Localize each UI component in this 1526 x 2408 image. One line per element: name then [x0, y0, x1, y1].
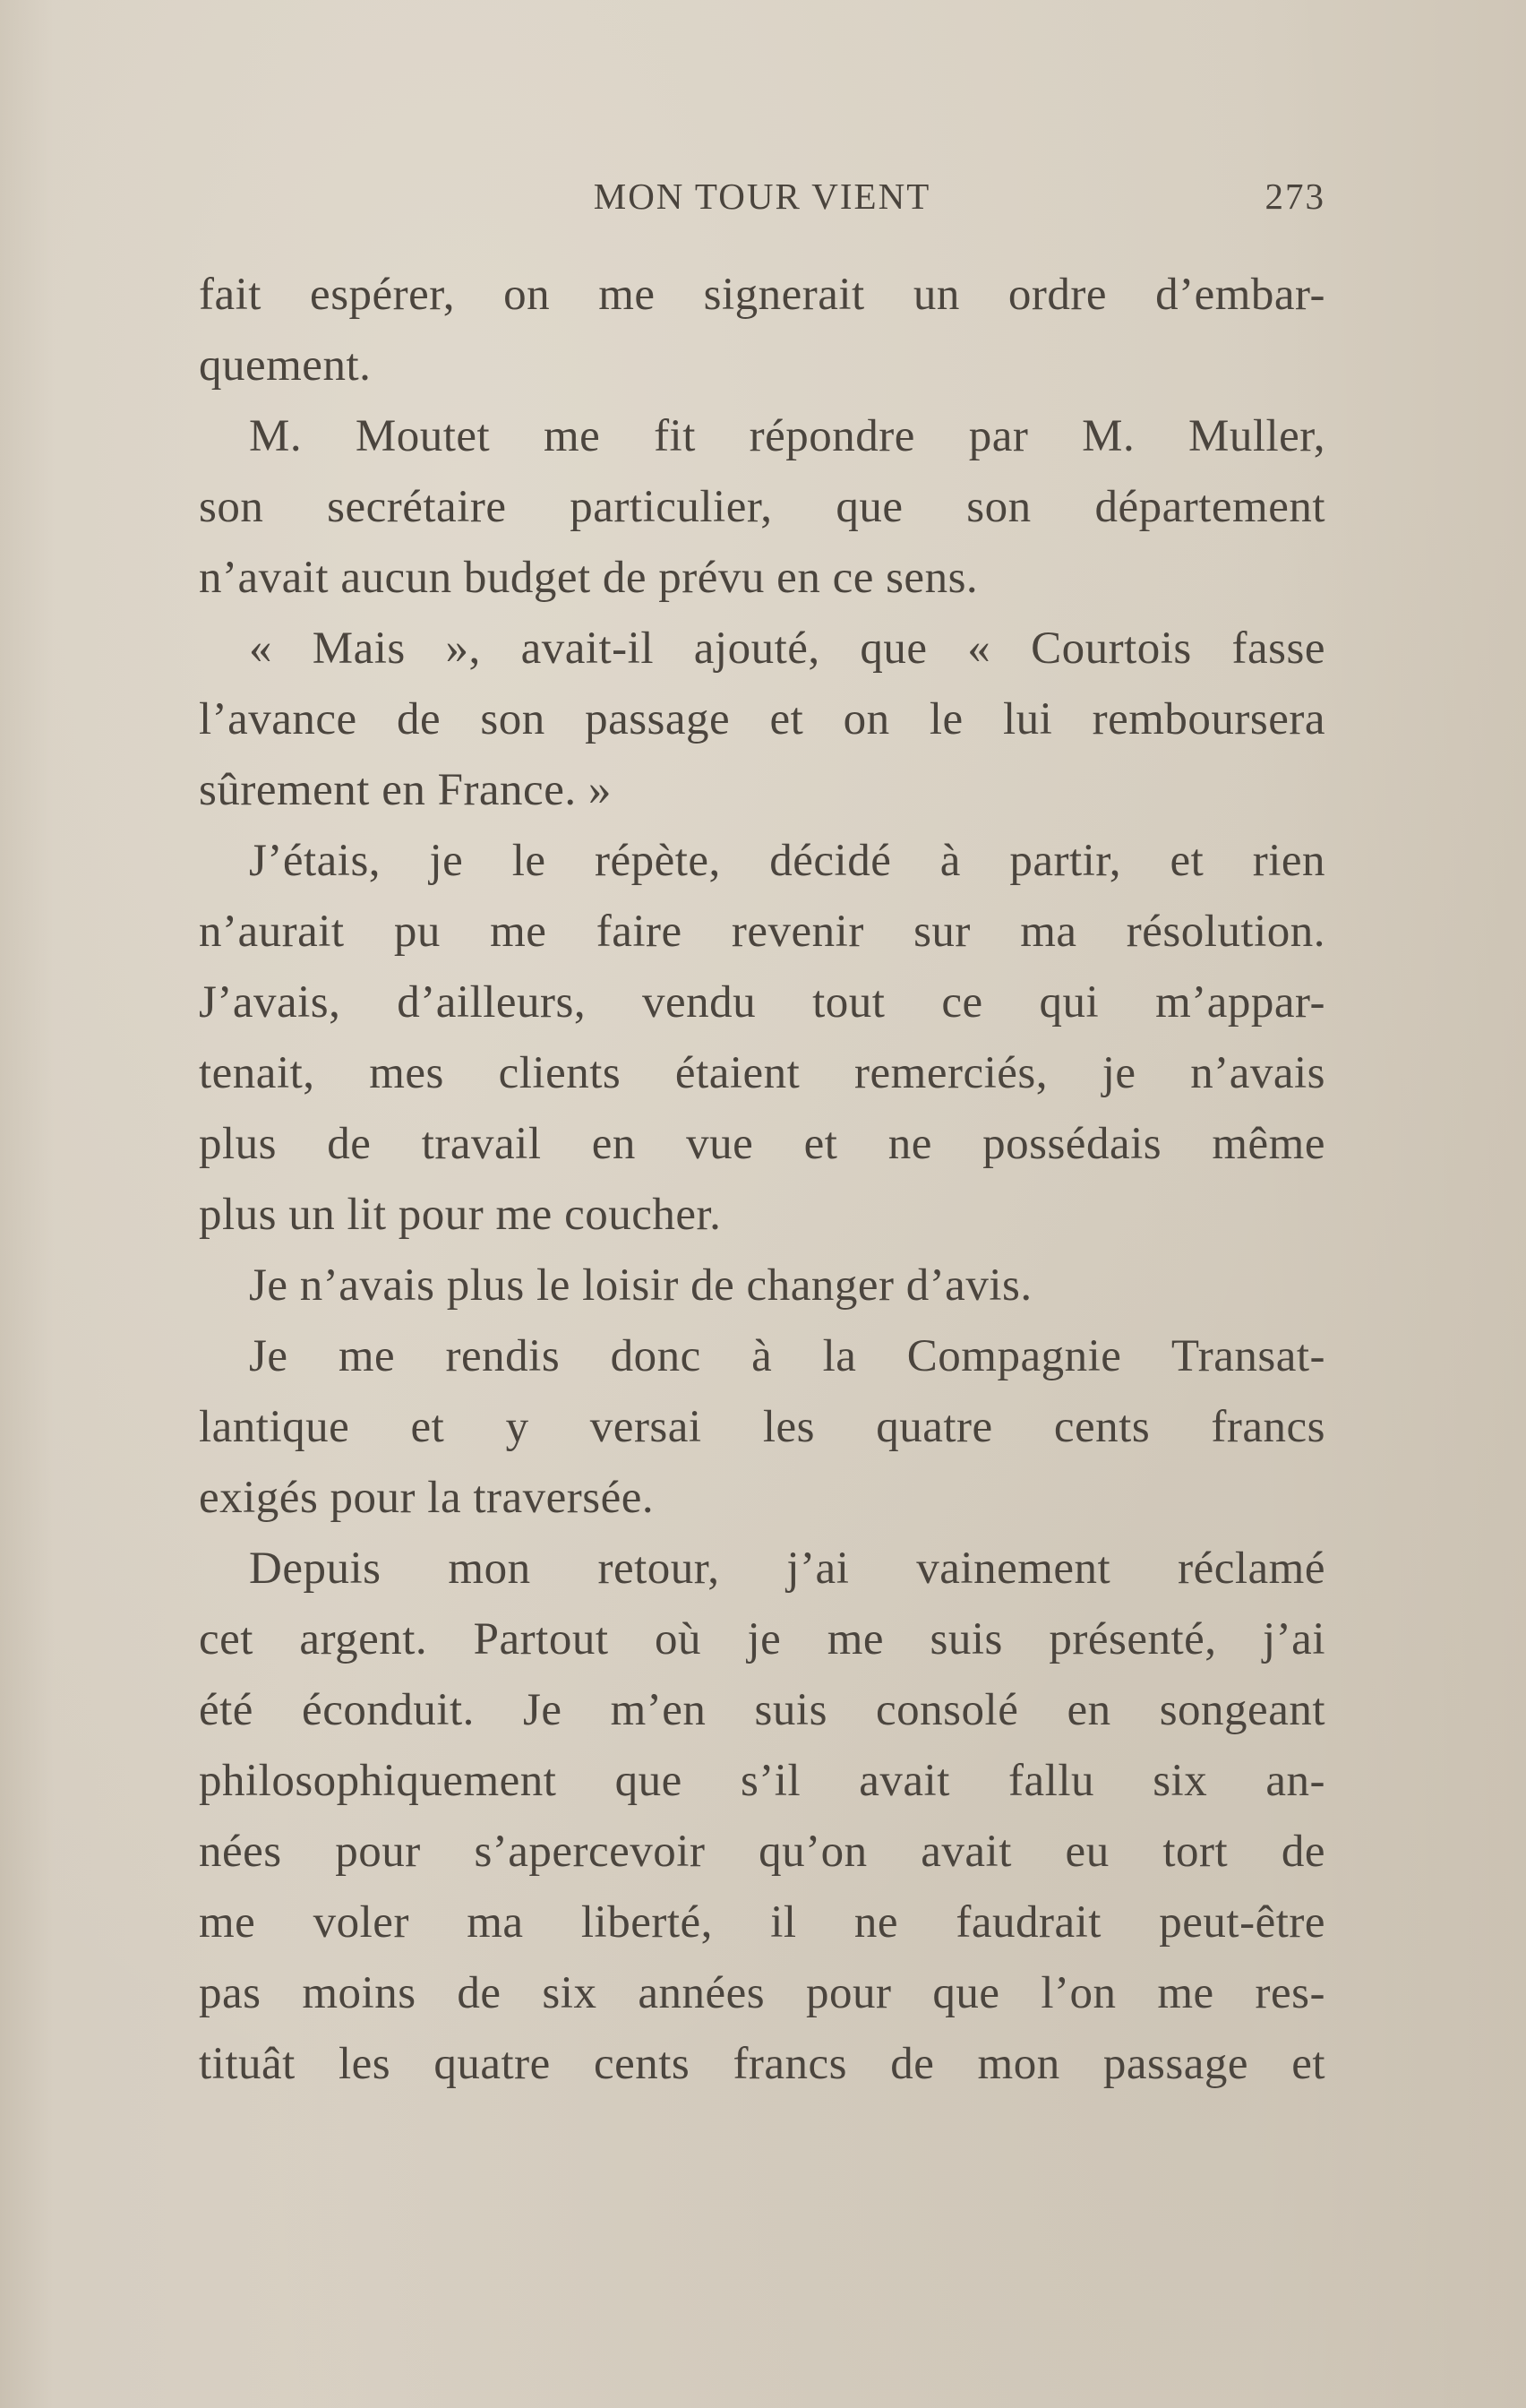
text-line: philosophiquement que s’il avait fallu six an-	[199, 1756, 1325, 1806]
text-line: l’avance de son passage et on le lui remboursera	[199, 694, 1325, 744]
text-line: sûrement en France. »	[199, 765, 612, 815]
text-line: n’aurait pu me faire revenir sur ma résolution.	[199, 907, 1325, 957]
text-line: tenait, mes clients étaient remerciés, je n’avais	[199, 1048, 1325, 1098]
text-line: me voler ma liberté, il ne faudrait peut-être	[199, 1897, 1325, 1948]
text-line: plus de travail en vue et ne possédais même	[199, 1119, 1325, 1169]
text-line: quement.	[199, 340, 372, 391]
page-header	[199, 175, 1325, 228]
text-line: n’avait aucun budget de prévu en ce sens.	[199, 553, 979, 603]
text-line: Je n’avais plus le loisir de changer d’avis.	[249, 1260, 1033, 1311]
text-line: lantique et y versai les quatre cents francs	[199, 1402, 1325, 1452]
text-line: été éconduit. Je m’en suis consolé en songeant	[199, 1685, 1325, 1735]
text-line: fait espérer, on me signerait un ordre d’embar-	[199, 270, 1325, 320]
text-line: exigés pour la traversée.	[199, 1473, 655, 1523]
text-line: Depuis mon retour, j’ai vainement réclamé	[249, 1544, 1325, 1594]
text-line: « Mais », avait-il ajouté, que « Courtois fasse	[249, 624, 1325, 674]
page-number: 273	[1265, 176, 1325, 217]
text-line: pas moins de six années pour que l’on me res-	[199, 1968, 1325, 2018]
text-line: cet argent. Partout où je me suis présenté, j’ai	[199, 1614, 1325, 1664]
running-title: MON TOUR VIENT	[593, 176, 931, 217]
text-line: Je me rendis donc à la Compagnie Transat-	[249, 1331, 1325, 1381]
text-line: J’étais, je le répète, décidé à partir, et rien	[249, 836, 1325, 886]
text-line: M. Moutet me fit répondre par M. Muller,	[249, 411, 1325, 461]
text-line: tituât les quatre cents francs de mon passage et	[199, 2039, 1325, 2089]
body-text	[199, 260, 1325, 2100]
text-line: plus un lit pour me coucher.	[199, 1190, 722, 1240]
text-line: nées pour s’apercevoir qu’on avait eu tort de	[199, 1827, 1325, 1877]
text-line: J’avais, d’ailleurs, vendu tout ce qui m’appar-	[199, 977, 1325, 1028]
text-line: son secrétaire particulier, que son département	[199, 482, 1325, 532]
